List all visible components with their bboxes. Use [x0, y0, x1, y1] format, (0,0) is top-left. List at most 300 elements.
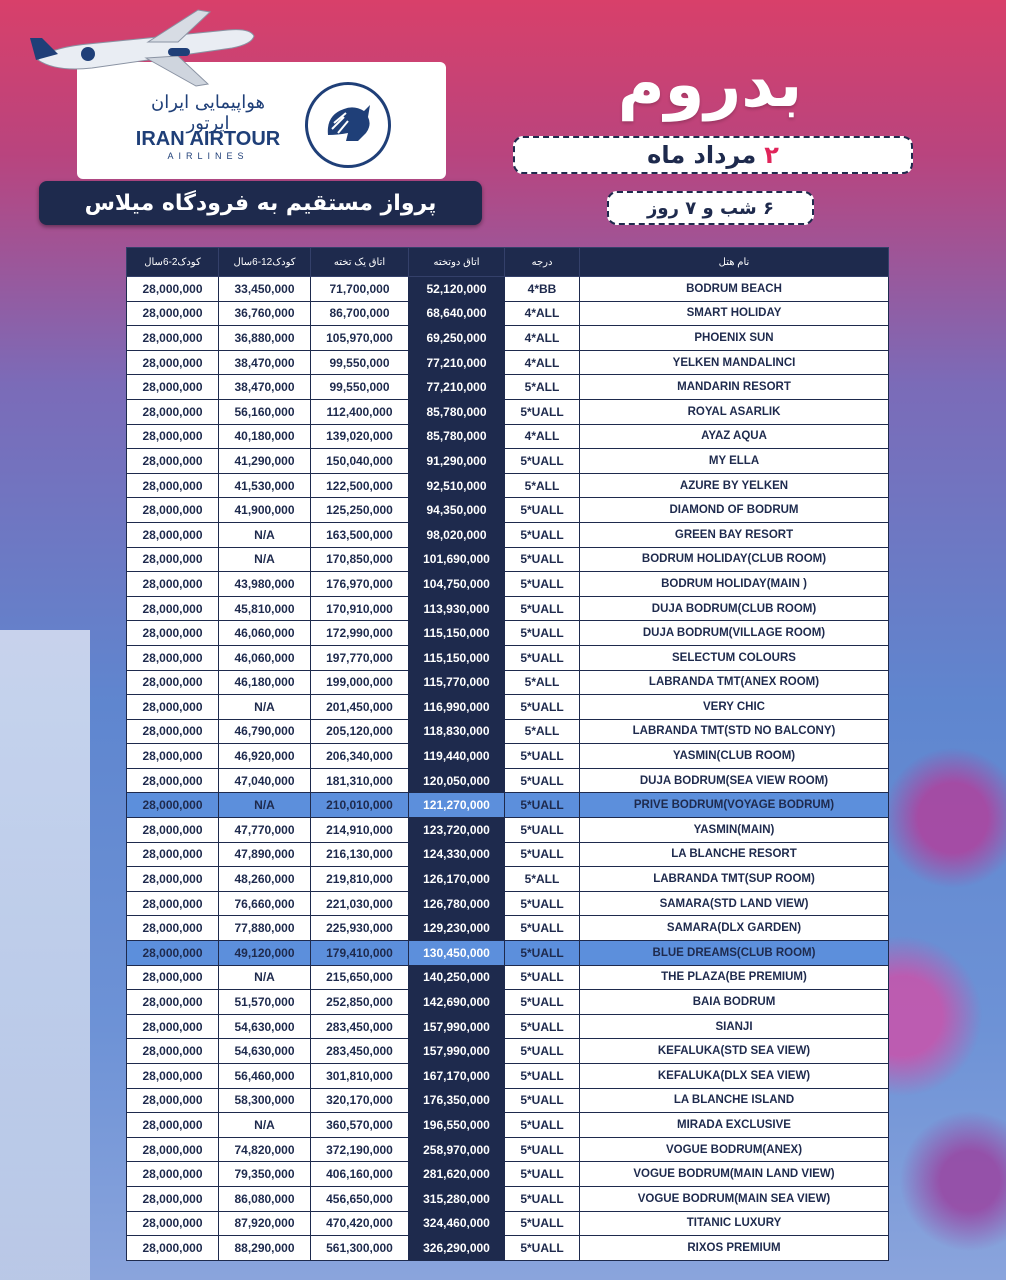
cell-child-2-6: 28,000,000 — [127, 522, 219, 547]
cell-single: 86,700,000 — [311, 301, 409, 326]
duration-pill: ۶ شب و ۷ روز — [607, 191, 814, 225]
cell-child-6-12: 54,630,000 — [219, 1039, 311, 1064]
cell-grade: 5*UALL — [505, 916, 580, 941]
page-edge — [1006, 0, 1021, 1280]
cell-single: 201,450,000 — [311, 695, 409, 720]
cell-grade: 5*ALL — [505, 375, 580, 400]
cell-double: 104,750,000 — [409, 572, 505, 597]
cell-hotel: SAMARA(STD LAND VIEW) — [580, 891, 889, 916]
cell-single: 283,450,000 — [311, 1039, 409, 1064]
table-row — [127, 744, 889, 769]
table-row — [127, 572, 889, 597]
cell-hotel: YASMIN(MAIN) — [580, 818, 889, 843]
cell-hotel: SIANJI — [580, 1014, 889, 1039]
cell-grade: 5*UALL — [505, 572, 580, 597]
cell-child-2-6: 28,000,000 — [127, 1088, 219, 1113]
cell-grade: 4*ALL — [505, 350, 580, 375]
cell-grade: 4*ALL — [505, 424, 580, 449]
cell-child-6-12: 51,570,000 — [219, 990, 311, 1015]
cell-grade: 5*UALL — [505, 941, 580, 966]
cell-single: 221,030,000 — [311, 891, 409, 916]
cell-child-6-12: N/A — [219, 547, 311, 572]
header-child-6-12: کودک12-6سال — [219, 248, 311, 277]
cell-single: 197,770,000 — [311, 645, 409, 670]
cell-child-2-6: 28,000,000 — [127, 990, 219, 1015]
cell-child-6-12: 56,460,000 — [219, 1064, 311, 1089]
cell-hotel: KEFALUKA(STD SEA VIEW) — [580, 1039, 889, 1064]
cell-grade: 5*UALL — [505, 1236, 580, 1261]
table-row — [127, 891, 889, 916]
cell-single: 219,810,000 — [311, 867, 409, 892]
cell-child-6-12: 38,470,000 — [219, 350, 311, 375]
cell-grade: 5*UALL — [505, 1088, 580, 1113]
cell-grade: 5*UALL — [505, 1039, 580, 1064]
table-row — [127, 473, 889, 498]
cell-hotel: SAMARA(DLX GARDEN) — [580, 916, 889, 941]
cell-hotel: KEFALUKA(DLX SEA VIEW) — [580, 1064, 889, 1089]
airplane-icon — [28, 8, 258, 88]
cell-child-2-6: 28,000,000 — [127, 301, 219, 326]
table-row — [127, 842, 889, 867]
cell-child-6-12: 87,920,000 — [219, 1211, 311, 1236]
cell-hotel: BODRUM HOLIDAY(MAIN ) — [580, 572, 889, 597]
cell-child-6-12: 76,660,000 — [219, 891, 311, 916]
homa-emblem-icon — [305, 82, 391, 168]
cell-child-2-6: 28,000,000 — [127, 449, 219, 474]
cell-hotel: LABRANDA TMT(STD NO BALCONY) — [580, 719, 889, 744]
cell-double: 91,290,000 — [409, 449, 505, 474]
cell-double: 98,020,000 — [409, 522, 505, 547]
cell-child-2-6: 28,000,000 — [127, 719, 219, 744]
cell-single: 216,130,000 — [311, 842, 409, 867]
date-pill — [513, 136, 913, 174]
cell-child-2-6: 28,000,000 — [127, 768, 219, 793]
cell-grade: 5*UALL — [505, 1137, 580, 1162]
cell-single: 406,160,000 — [311, 1162, 409, 1187]
cell-child-2-6: 28,000,000 — [127, 1014, 219, 1039]
cell-hotel: LABRANDA TMT(ANEX ROOM) — [580, 670, 889, 695]
cell-double: 126,170,000 — [409, 867, 505, 892]
cell-double: 142,690,000 — [409, 990, 505, 1015]
cell-child-6-12: 43,980,000 — [219, 572, 311, 597]
cell-hotel: DUJA BODRUM(SEA VIEW ROOM) — [580, 768, 889, 793]
cell-double: 123,720,000 — [409, 818, 505, 843]
table-row — [127, 522, 889, 547]
table-row — [127, 621, 889, 646]
cell-double: 119,440,000 — [409, 744, 505, 769]
cell-double: 167,170,000 — [409, 1064, 505, 1089]
cell-hotel: AYAZ AQUA — [580, 424, 889, 449]
cell-grade: 4*ALL — [505, 326, 580, 351]
cell-single: 206,340,000 — [311, 744, 409, 769]
cell-child-6-12: 40,180,000 — [219, 424, 311, 449]
cell-double: 157,990,000 — [409, 1014, 505, 1039]
cell-hotel: AZURE BY YELKEN — [580, 473, 889, 498]
cell-child-2-6: 28,000,000 — [127, 375, 219, 400]
cell-hotel: ROYAL ASARLIK — [580, 399, 889, 424]
cell-child-2-6: 28,000,000 — [127, 793, 219, 818]
cell-single: 320,170,000 — [311, 1088, 409, 1113]
table-row — [127, 768, 889, 793]
table-row — [127, 424, 889, 449]
cell-grade: 5*UALL — [505, 744, 580, 769]
cell-child-2-6: 28,000,000 — [127, 572, 219, 597]
cell-single: 470,420,000 — [311, 1211, 409, 1236]
cell-grade: 5*UALL — [505, 695, 580, 720]
cell-single: 214,910,000 — [311, 818, 409, 843]
cell-child-6-12: 41,290,000 — [219, 449, 311, 474]
cell-grade: 5*UALL — [505, 1162, 580, 1187]
cell-child-2-6: 28,000,000 — [127, 1113, 219, 1138]
table-row — [127, 645, 889, 670]
cell-hotel: DUJA BODRUM(VILLAGE ROOM) — [580, 621, 889, 646]
cell-double: 157,990,000 — [409, 1039, 505, 1064]
cell-single: 170,850,000 — [311, 547, 409, 572]
cell-child-2-6: 28,000,000 — [127, 473, 219, 498]
table-row — [127, 719, 889, 744]
cell-single: 105,970,000 — [311, 326, 409, 351]
table-row — [127, 1113, 889, 1138]
cell-single: 215,650,000 — [311, 965, 409, 990]
cell-single: 139,020,000 — [311, 424, 409, 449]
cell-grade: 5*UALL — [505, 1211, 580, 1236]
cell-double: 118,830,000 — [409, 719, 505, 744]
cell-double: 326,290,000 — [409, 1236, 505, 1261]
cell-single: 181,310,000 — [311, 768, 409, 793]
table-row — [127, 1236, 889, 1261]
cell-hotel: DUJA BODRUM(CLUB ROOM) — [580, 596, 889, 621]
cell-single: 170,910,000 — [311, 596, 409, 621]
cell-single: 172,990,000 — [311, 621, 409, 646]
cell-single: 456,650,000 — [311, 1186, 409, 1211]
cell-child-6-12: 46,060,000 — [219, 621, 311, 646]
cell-hotel: THE PLAZA(BE PREMIUM) — [580, 965, 889, 990]
cell-grade: 5*ALL — [505, 867, 580, 892]
cell-grade: 5*UALL — [505, 793, 580, 818]
cell-child-6-12: 47,040,000 — [219, 768, 311, 793]
cell-child-6-12: 49,120,000 — [219, 941, 311, 966]
cell-hotel: LA BLANCHE ISLAND — [580, 1088, 889, 1113]
table-row — [127, 1162, 889, 1187]
cell-single: 99,550,000 — [311, 350, 409, 375]
cell-child-6-12: 86,080,000 — [219, 1186, 311, 1211]
cell-double: 176,350,000 — [409, 1088, 505, 1113]
cell-hotel: MY ELLA — [580, 449, 889, 474]
table-row — [127, 326, 889, 351]
cell-grade: 5*UALL — [505, 842, 580, 867]
table-row — [127, 277, 889, 302]
cell-child-6-12: 58,300,000 — [219, 1088, 311, 1113]
cell-single: 360,570,000 — [311, 1113, 409, 1138]
cell-child-6-12: 46,920,000 — [219, 744, 311, 769]
header-double: اتاق دوتخته — [409, 248, 505, 277]
cell-grade: 5*UALL — [505, 449, 580, 474]
cell-hotel: VOGUE BODRUM(MAIN LAND VIEW) — [580, 1162, 889, 1187]
cell-double: 77,210,000 — [409, 350, 505, 375]
cell-hotel: BAIA BODRUM — [580, 990, 889, 1015]
cell-hotel: GREEN BAY RESORT — [580, 522, 889, 547]
cell-grade: 5*UALL — [505, 399, 580, 424]
cell-double: 129,230,000 — [409, 916, 505, 941]
table-row — [127, 916, 889, 941]
cell-hotel: SMART HOLIDAY — [580, 301, 889, 326]
cell-child-6-12: N/A — [219, 793, 311, 818]
cell-child-6-12: 79,350,000 — [219, 1162, 311, 1187]
cell-child-6-12: 46,790,000 — [219, 719, 311, 744]
cell-hotel: PRIVE BODRUM(VOYAGE BODRUM) — [580, 793, 889, 818]
cell-single: 252,850,000 — [311, 990, 409, 1015]
cell-child-2-6: 28,000,000 — [127, 547, 219, 572]
cell-grade: 5*UALL — [505, 891, 580, 916]
table-header-row — [127, 248, 889, 277]
cell-child-2-6: 28,000,000 — [127, 916, 219, 941]
cell-child-6-12: 46,180,000 — [219, 670, 311, 695]
cell-double: 126,780,000 — [409, 891, 505, 916]
cell-double: 94,350,000 — [409, 498, 505, 523]
header-child-2-6: کودک2-6سال — [127, 248, 219, 277]
cell-child-6-12: 48,260,000 — [219, 867, 311, 892]
cell-grade: 5*UALL — [505, 547, 580, 572]
cell-child-6-12: N/A — [219, 965, 311, 990]
cell-child-2-6: 28,000,000 — [127, 1162, 219, 1187]
cell-child-6-12: 77,880,000 — [219, 916, 311, 941]
table-row — [127, 867, 889, 892]
cell-single: 205,120,000 — [311, 719, 409, 744]
cell-double: 324,460,000 — [409, 1211, 505, 1236]
cell-child-2-6: 28,000,000 — [127, 277, 219, 302]
cell-child-2-6: 28,000,000 — [127, 596, 219, 621]
cell-double: 196,550,000 — [409, 1113, 505, 1138]
cell-single: 225,930,000 — [311, 916, 409, 941]
cell-single: 125,250,000 — [311, 498, 409, 523]
cell-hotel: PHOENIX SUN — [580, 326, 889, 351]
table-row — [127, 965, 889, 990]
cell-grade: 5*ALL — [505, 719, 580, 744]
logo-subtitle: AIRLINES — [167, 151, 249, 161]
cell-double: 258,970,000 — [409, 1137, 505, 1162]
table-row — [127, 375, 889, 400]
table-row — [127, 670, 889, 695]
cell-hotel: SELECTUM COLOURS — [580, 645, 889, 670]
table-row — [127, 350, 889, 375]
cell-single: 150,040,000 — [311, 449, 409, 474]
cell-child-2-6: 28,000,000 — [127, 1137, 219, 1162]
cell-double: 116,990,000 — [409, 695, 505, 720]
cell-single: 163,500,000 — [311, 522, 409, 547]
cell-single: 199,000,000 — [311, 670, 409, 695]
cell-double: 140,250,000 — [409, 965, 505, 990]
logo-name-fa: هواپیمایی ایران ایرتور — [150, 92, 266, 134]
cell-child-2-6: 28,000,000 — [127, 424, 219, 449]
cell-double: 115,150,000 — [409, 645, 505, 670]
cell-double: 68,640,000 — [409, 301, 505, 326]
table-row — [127, 399, 889, 424]
cell-double: 85,780,000 — [409, 424, 505, 449]
cell-child-6-12: 56,160,000 — [219, 399, 311, 424]
cell-hotel: YASMIN(CLUB ROOM) — [580, 744, 889, 769]
header-grade: درجه — [505, 248, 580, 277]
cell-child-2-6: 28,000,000 — [127, 326, 219, 351]
cell-grade: 5*UALL — [505, 596, 580, 621]
cell-hotel: BLUE DREAMS(CLUB ROOM) — [580, 941, 889, 966]
cell-single: 176,970,000 — [311, 572, 409, 597]
cell-child-6-12: 45,810,000 — [219, 596, 311, 621]
cell-child-6-12: 36,760,000 — [219, 301, 311, 326]
table-row — [127, 449, 889, 474]
logo-name-en: IRAN AIRTOUR — [135, 128, 281, 150]
cell-child-6-12: N/A — [219, 522, 311, 547]
table-row — [127, 498, 889, 523]
table-row — [127, 1186, 889, 1211]
cell-child-6-12: 33,450,000 — [219, 277, 311, 302]
cell-child-2-6: 28,000,000 — [127, 1064, 219, 1089]
cell-double: 69,250,000 — [409, 326, 505, 351]
table-row — [127, 818, 889, 843]
cell-grade: 5*UALL — [505, 522, 580, 547]
cell-child-2-6: 28,000,000 — [127, 399, 219, 424]
date-text: مرداد ماه — [647, 141, 757, 169]
cell-grade: 5*UALL — [505, 645, 580, 670]
cell-hotel: VOGUE BODRUM(MAIN SEA VIEW) — [580, 1186, 889, 1211]
table-row — [127, 695, 889, 720]
table-row — [127, 1039, 889, 1064]
cell-hotel: MANDARIN RESORT — [580, 375, 889, 400]
table-row — [127, 1014, 889, 1039]
cell-hotel: RIXOS PREMIUM — [580, 1236, 889, 1261]
cell-grade: 5*UALL — [505, 1186, 580, 1211]
cell-child-2-6: 28,000,000 — [127, 867, 219, 892]
cell-grade: 5*ALL — [505, 473, 580, 498]
cell-child-6-12: 47,770,000 — [219, 818, 311, 843]
cell-child-2-6: 28,000,000 — [127, 498, 219, 523]
cell-double: 77,210,000 — [409, 375, 505, 400]
cell-hotel: MIRADA EXCLUSIVE — [580, 1113, 889, 1138]
cell-child-2-6: 28,000,000 — [127, 1039, 219, 1064]
cell-single: 283,450,000 — [311, 1014, 409, 1039]
cell-child-2-6: 28,000,000 — [127, 965, 219, 990]
cell-single: 122,500,000 — [311, 473, 409, 498]
table-row — [127, 793, 889, 818]
cell-single: 99,550,000 — [311, 375, 409, 400]
table-row — [127, 1064, 889, 1089]
cell-child-6-12: 46,060,000 — [219, 645, 311, 670]
cell-double: 121,270,000 — [409, 793, 505, 818]
table-row — [127, 1211, 889, 1236]
cell-hotel: BODRUM BEACH — [580, 277, 889, 302]
city-title: بدروم — [617, 48, 803, 122]
cell-grade: 5*UALL — [505, 1064, 580, 1089]
cell-grade: 5*UALL — [505, 990, 580, 1015]
background-house — [0, 630, 90, 1280]
header-hotel: نام هتل — [580, 248, 889, 277]
price-table — [126, 247, 889, 1261]
cell-child-2-6: 28,000,000 — [127, 842, 219, 867]
cell-child-2-6: 28,000,000 — [127, 670, 219, 695]
cell-grade: 5*UALL — [505, 1014, 580, 1039]
cell-child-6-12: 36,880,000 — [219, 326, 311, 351]
cell-child-6-12: 38,470,000 — [219, 375, 311, 400]
cell-child-2-6: 28,000,000 — [127, 1236, 219, 1261]
table-row — [127, 941, 889, 966]
cell-child-6-12: N/A — [219, 695, 311, 720]
cell-child-2-6: 28,000,000 — [127, 695, 219, 720]
cell-double: 101,690,000 — [409, 547, 505, 572]
table-row — [127, 596, 889, 621]
cell-child-6-12: N/A — [219, 1113, 311, 1138]
cell-single: 179,410,000 — [311, 941, 409, 966]
cell-child-6-12: 41,900,000 — [219, 498, 311, 523]
cell-child-6-12: 47,890,000 — [219, 842, 311, 867]
cell-grade: 5*UALL — [505, 621, 580, 646]
cell-hotel: VOGUE BODRUM(ANEX) — [580, 1137, 889, 1162]
cell-grade: 5*UALL — [505, 965, 580, 990]
cell-child-2-6: 28,000,000 — [127, 645, 219, 670]
cell-child-6-12: 74,820,000 — [219, 1137, 311, 1162]
cell-grade: 5*ALL — [505, 670, 580, 695]
table-row — [127, 990, 889, 1015]
cell-double: 281,620,000 — [409, 1162, 505, 1187]
cell-child-2-6: 28,000,000 — [127, 891, 219, 916]
cell-child-2-6: 28,000,000 — [127, 1211, 219, 1236]
cell-child-2-6: 28,000,000 — [127, 744, 219, 769]
cell-grade: 5*UALL — [505, 498, 580, 523]
cell-double: 115,770,000 — [409, 670, 505, 695]
header-single: اتاق یک تخته — [311, 248, 409, 277]
cell-single: 112,400,000 — [311, 399, 409, 424]
table-row — [127, 1137, 889, 1162]
cell-double: 92,510,000 — [409, 473, 505, 498]
cell-child-6-12: 88,290,000 — [219, 1236, 311, 1261]
cell-child-2-6: 28,000,000 — [127, 941, 219, 966]
cell-grade: 4*ALL — [505, 301, 580, 326]
cell-child-2-6: 28,000,000 — [127, 1186, 219, 1211]
cell-double: 120,050,000 — [409, 768, 505, 793]
cell-grade: 4*BB — [505, 277, 580, 302]
cell-single: 210,010,000 — [311, 793, 409, 818]
cell-hotel: DIAMOND OF BODRUM — [580, 498, 889, 523]
table-body — [127, 277, 889, 1261]
cell-double: 115,150,000 — [409, 621, 505, 646]
cell-double: 315,280,000 — [409, 1186, 505, 1211]
table-row — [127, 1088, 889, 1113]
cell-double: 85,780,000 — [409, 399, 505, 424]
cell-hotel: LABRANDA TMT(SUP ROOM) — [580, 867, 889, 892]
cell-child-2-6: 28,000,000 — [127, 818, 219, 843]
table-row — [127, 301, 889, 326]
cell-grade: 5*UALL — [505, 1113, 580, 1138]
cell-double: 113,930,000 — [409, 596, 505, 621]
cell-hotel: TITANIC LUXURY — [580, 1211, 889, 1236]
table-row — [127, 547, 889, 572]
cell-hotel: YELKEN MANDALINCI — [580, 350, 889, 375]
cell-hotel: LA BLANCHE RESORT — [580, 842, 889, 867]
cell-single: 372,190,000 — [311, 1137, 409, 1162]
cell-child-2-6: 28,000,000 — [127, 350, 219, 375]
flight-banner: پرواز مستقیم به فرودگاه میلاس — [39, 181, 482, 225]
cell-double: 130,450,000 — [409, 941, 505, 966]
cell-single: 71,700,000 — [311, 277, 409, 302]
cell-double: 124,330,000 — [409, 842, 505, 867]
cell-single: 561,300,000 — [311, 1236, 409, 1261]
cell-hotel: BODRUM HOLIDAY(CLUB ROOM) — [580, 547, 889, 572]
cell-child-6-12: 41,530,000 — [219, 473, 311, 498]
cell-double: 52,120,000 — [409, 277, 505, 302]
cell-single: 301,810,000 — [311, 1064, 409, 1089]
cell-child-2-6: 28,000,000 — [127, 621, 219, 646]
date-number: ۲ — [764, 141, 779, 169]
cell-grade: 5*UALL — [505, 768, 580, 793]
cell-child-6-12: 54,630,000 — [219, 1014, 311, 1039]
